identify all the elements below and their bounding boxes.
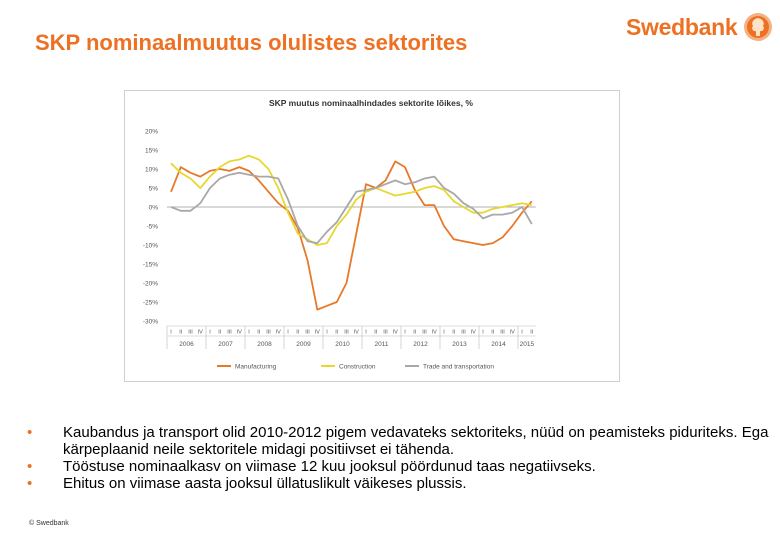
x-year-label: 2010	[335, 341, 350, 348]
x-quarter-label: IV	[353, 329, 359, 336]
x-quarter-label: III	[422, 329, 427, 336]
x-quarter-label: I	[404, 329, 406, 336]
bullet-text: Tööstuse nominaalkasv on viimase 12 kuu jooksul pöördunud taas negatiivseks.	[63, 458, 596, 475]
oak-tree-seal-icon	[743, 12, 773, 42]
bullet-marker: •	[27, 458, 33, 475]
y-tick-label: -5%	[146, 223, 158, 231]
x-quarter-label: II	[296, 329, 300, 336]
bullet-text: Ehitus on viimase aasta jooksul üllatuslikult väikeses plussis.	[63, 475, 467, 492]
x-quarter-label: III	[266, 329, 271, 336]
x-quarter-label: II	[218, 329, 222, 336]
x-quarter-label: IV	[392, 329, 398, 336]
x-year-label: 2008	[257, 341, 272, 348]
x-quarter-label: I	[521, 329, 523, 336]
x-year-label: 2012	[413, 341, 428, 348]
x-quarter-label: II	[491, 329, 495, 336]
x-quarter-label: III	[305, 329, 310, 336]
series-line-manufacturing	[171, 161, 532, 309]
y-tick-label: -10%	[142, 242, 158, 250]
x-year-label: 2007	[218, 341, 233, 348]
x-quarter-label: IV	[509, 329, 515, 336]
x-quarter-label: III	[383, 329, 388, 336]
bullet-item	[27, 475, 772, 492]
x-year-label: 2006	[179, 341, 194, 348]
y-tick-label: 5%	[148, 185, 158, 193]
y-tick-label: -20%	[142, 280, 158, 288]
x-quarter-label: I	[248, 329, 250, 336]
x-year-label: 2014	[491, 341, 506, 348]
x-quarter-label: IV	[431, 329, 437, 336]
x-quarter-label: I	[287, 329, 289, 336]
x-quarter-label: I	[209, 329, 211, 336]
footer-copyright: © Swedbank	[29, 520, 69, 527]
x-quarter-label: II	[452, 329, 456, 336]
gdp-sector-line-chart	[125, 91, 619, 381]
x-quarter-label: I	[443, 329, 445, 336]
x-quarter-label: II	[257, 329, 261, 336]
chart-panel	[124, 90, 620, 382]
x-year-label: 2013	[452, 341, 467, 348]
bullet-item	[27, 458, 772, 475]
bullet-item	[27, 424, 772, 458]
swedbank-logo	[626, 12, 773, 42]
legend-label: Construction	[339, 363, 376, 371]
x-quarter-label: II	[374, 329, 378, 336]
x-quarter-label: III	[461, 329, 466, 336]
x-quarter-label: III	[344, 329, 349, 336]
chart-title: SKP muutus nominaalhindades sektorite lõikes, %	[269, 98, 473, 108]
x-quarter-label: I	[170, 329, 172, 336]
y-tick-label: -30%	[142, 318, 158, 326]
y-tick-label: -25%	[142, 299, 158, 307]
x-year-label: 2011	[374, 341, 389, 348]
x-quarter-label: I	[482, 329, 484, 336]
x-quarter-label: IV	[470, 329, 476, 336]
x-quarter-label: III	[188, 329, 193, 336]
y-tick-label: 20%	[144, 128, 158, 136]
x-quarter-label: IV	[236, 329, 242, 336]
x-quarter-label: III	[500, 329, 505, 336]
y-tick-label: -15%	[142, 261, 158, 269]
bullet-marker: •	[27, 424, 33, 441]
x-year-label: 2015	[519, 341, 535, 348]
bullet-text: Kaubandus ja transport olid 2010-2012 pigem vedavateks sektoriteks, nüüd on peamisteks piduriteks. Ega kärpeplaanid neile sektoritele midagi positiivset ei tähenda.	[63, 424, 769, 458]
x-quarter-label: II	[413, 329, 417, 336]
x-quarter-label: I	[365, 329, 367, 336]
y-tick-label: 0%	[148, 204, 158, 212]
x-quarter-label: III	[227, 329, 232, 336]
x-quarter-label: I	[326, 329, 328, 336]
x-quarter-label: II	[530, 329, 534, 336]
x-year-label: 2009	[296, 341, 311, 348]
legend-label: Manufacturing	[235, 363, 277, 371]
x-quarter-label: IV	[314, 329, 320, 336]
logo-wordmark: Swedbank	[626, 13, 738, 40]
x-quarter-label: IV	[197, 329, 203, 336]
y-tick-label: 15%	[144, 147, 158, 155]
x-quarter-label: II	[335, 329, 339, 336]
y-tick-label: 10%	[144, 166, 158, 174]
slide-title: SKP nominaalmuutus olulistes sektorites	[35, 30, 468, 55]
bullet-marker: •	[27, 475, 33, 492]
x-quarter-label: IV	[275, 329, 281, 336]
bullet-list	[27, 424, 772, 492]
x-quarter-label: II	[179, 329, 183, 336]
legend-label: Trade and transportation	[423, 363, 494, 371]
